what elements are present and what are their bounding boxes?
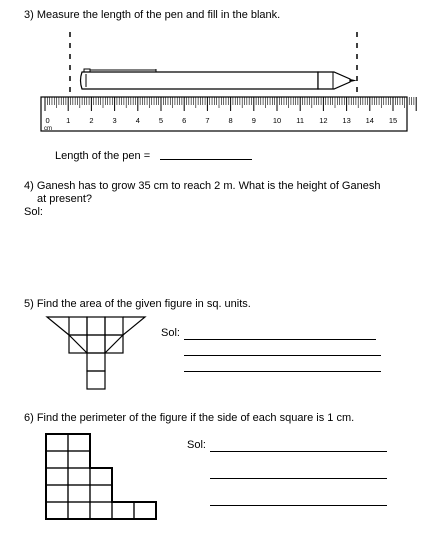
q6-answer-line-1[interactable] [210, 451, 387, 452]
q5-question: 5) Find the area of the given figure in sq. units. [24, 298, 251, 310]
q3-question: 3) Measure the length of the pen and fill in the blank. [24, 9, 281, 21]
q3-answer-prompt: Length of the pen = [55, 150, 151, 162]
ruler-number: 10 [272, 116, 282, 125]
staircase-grid-figure [42, 430, 172, 530]
ruler-number: 5 [158, 116, 164, 125]
q3-answer-blank[interactable] [160, 159, 252, 160]
ruler-number: 1 [66, 116, 71, 125]
ruler-number: 14 [365, 116, 374, 125]
ruler-number: 0 [45, 116, 50, 125]
ruler-number: 8 [228, 116, 233, 125]
ruler-number: 6 [182, 116, 187, 125]
q4-question-line1: 4) Ganesh has to grow 35 cm to reach 2 m. What is the height of Ganesh [24, 180, 381, 192]
pen-ruler-figure [0, 0, 428, 150]
pen-illustration [81, 69, 358, 89]
q5-answer-line-2[interactable] [184, 355, 381, 356]
funnel-grid-figure [40, 315, 180, 395]
q4-question-line2: at present? [37, 193, 93, 205]
ruler-number: 13 [342, 116, 351, 125]
ruler-unit: cm [44, 126, 52, 132]
q6-sol-label: Sol: [187, 439, 206, 451]
ruler-number: 15 [388, 116, 398, 125]
q5-sol-label: Sol: [161, 327, 180, 339]
ruler-number: 2 [89, 116, 94, 125]
ruler-number: 12 [319, 116, 328, 125]
q6-answer-line-2[interactable] [210, 478, 387, 479]
ruler-number: 3 [112, 116, 117, 125]
q6-answer-line-3[interactable] [210, 505, 387, 506]
q5-answer-line-3[interactable] [184, 371, 381, 372]
ruler-number: 7 [205, 116, 210, 125]
q5-answer-line-1[interactable] [184, 339, 376, 340]
q4-sol-label: Sol: [24, 206, 43, 218]
ruler-number: 11 [296, 116, 305, 125]
ruler-number: 9 [251, 116, 256, 125]
ruler-number: 4 [135, 116, 140, 125]
q6-question: 6) Find the perimeter of the figure if the side of each square is 1 cm. [24, 412, 355, 424]
